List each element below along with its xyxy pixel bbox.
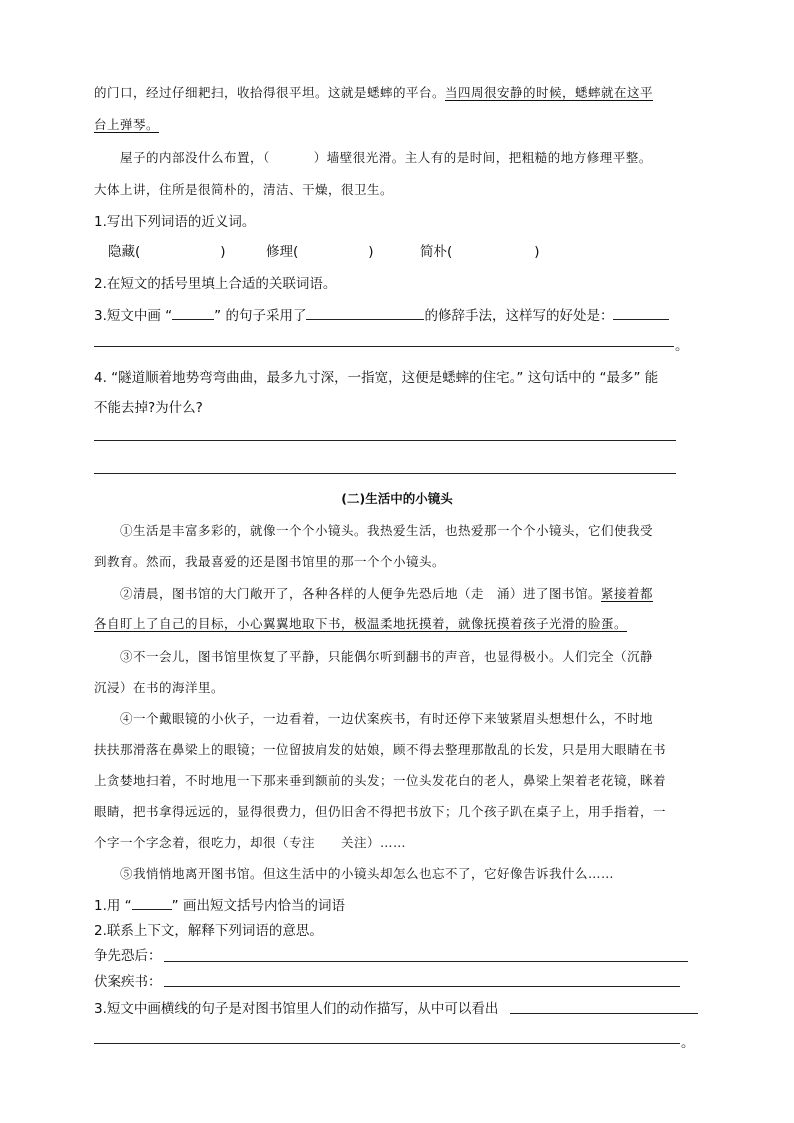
passage2-p2-line1	[120, 584, 653, 602]
passage2-p1-line1: ①生活是丰富多彩的，就像一个个小镜头。我热爱生活，也热爱那一个个小镜头，它们使我受	[120, 523, 654, 538]
passage2-underlined-sentence: 各自盯上了自己的目标，小心翼翼地取下书，极温柔地抚摸着，就像抚摸着孩子光滑的脸蛋。	[94, 616, 628, 631]
synonym-close-1: )	[220, 244, 226, 260]
passage2-p3-line1: ③不一会儿，图书馆里恢复了平静，只能偶尔听到翻书的声音，也显得极小。人们完全（沉静	[120, 649, 654, 664]
synonym-close-3: )	[534, 244, 540, 260]
answer-line-4a[interactable]	[94, 440, 676, 441]
question2-1-part2: ” 画出短文括号内恰当的词语	[171, 898, 345, 914]
rhetoric-answer-blank[interactable]	[306, 308, 424, 320]
synonym-word-3-label: 简朴(	[420, 244, 453, 260]
question-2: 2.在短文的括号里填上合适的关联词语。	[94, 276, 337, 292]
question2-3: 3.短文中画横线的句子是对图书馆里人们的动作描写，从中可以看出	[94, 1001, 499, 1017]
passage2-underlined-start: 紧接着都	[601, 586, 654, 601]
question-4-line2: 不能去掉?为什么?	[94, 400, 203, 416]
word-zhengxiankonghou: 争先恐后：	[94, 948, 162, 964]
question2-1	[94, 894, 345, 914]
question2-2: 2.联系上下文，解释下列词语的意思。	[94, 923, 323, 939]
question-3-part3: 的修辞手法，这样写的好处是：	[424, 308, 614, 324]
passage2-p4-line3: 上贪婪地扫着，不时地甩一下那来垂到额前的头发；一位头发花白的老人，鼻梁上架着老花镜，眯着	[94, 773, 667, 788]
synonym-word-1	[108, 240, 226, 260]
passage1-underlined-sentence: 当四周很安静的时候，蟋蟀就在这平	[445, 85, 654, 100]
underline-sample-2	[132, 898, 172, 910]
benefit-answer-line[interactable]	[94, 346, 674, 347]
passage1-underlined-sentence-end: 台上弹琴。	[94, 117, 160, 132]
passage2-p5: ⑤我悄悄地离开图书馆。但这生活中的小镜头却怎么也忘不了，它好像告诉我什么……	[120, 866, 615, 881]
synonym-close-2: )	[368, 244, 374, 260]
passage1-paragraph2	[120, 148, 652, 166]
answer-line-q3b[interactable]	[94, 1043, 680, 1044]
question-3-part2: ” 的句子采用了	[214, 308, 307, 324]
synonym-word-1-label: 隐藏(	[108, 244, 141, 260]
question2-3-end: 。	[681, 1035, 695, 1051]
answer-line-word1[interactable]	[164, 961, 688, 962]
passage2-p1-line2: 到教育。然而，我最喜爱的还是图书馆里的那一个个小镜头。	[94, 554, 446, 569]
passage2-title: (二)生活中的小镜头	[341, 491, 453, 506]
passage2-p4-line2: 扶扶那滑落在鼻梁上的眼镜；一位留披肩发的姑娘，顾不得去整理那散乱的长发，只是用大眼睛在书	[94, 742, 667, 757]
passage2-p4-line4: 眼睛，把书拿得远远的，显得很费力，但仍旧舍不得把书放下；几个孩子趴在桌子上，用手指着，一	[94, 804, 667, 819]
answer-line-q3a[interactable]	[510, 1013, 698, 1014]
benefit-answer-blank-1[interactable]	[613, 308, 669, 320]
passage1-p2-part1: 屋子的内部没什么布置，（	[120, 150, 270, 165]
question-4-line1: 4. “隧道顺着地势弯弯曲曲，最多九寸深，一指宽，这便是蟋蟀的住宅。” 这句话中的 “最多” 能	[94, 370, 659, 386]
question-3-part1: 3.短文中画 “	[94, 308, 173, 324]
synonym-word-2	[266, 240, 374, 260]
question-1: 1.写出下列词语的近义词。	[94, 214, 256, 230]
synonym-word-2-label: 修理(	[266, 244, 299, 260]
passage1-p2-part2: ）墙壁很光滑。主人有的是时间，把粗糙的地方修理平整。	[313, 150, 652, 165]
passage2-p3-line2: 沉浸）在书的海洋里。	[94, 680, 225, 695]
question-3-end: 。	[675, 338, 689, 354]
passage1-line2	[94, 115, 159, 133]
passage1-line1-text: 的门口，经过仔细耙扫，收拾得很平坦。这就是蟋蟀的平台。	[94, 85, 446, 100]
question-3	[94, 304, 669, 324]
passage2-p4-line1: ④一个戴眼镜的小伙子，一边看着，一边伏案疾书，有时还停下来皱紧眉头想想什么，不时地	[120, 711, 654, 726]
passage2-p2-line1-text: ②清晨，图书馆的大门敞开了，各种各样的人便争先恐后地（走 涌）进了图书馆。	[120, 586, 602, 601]
passage2-p4-line5: 个字一个字念着，很吃力，却很（专注 关注）……	[94, 835, 407, 850]
answer-line-word2[interactable]	[164, 986, 680, 987]
answer-line-4b[interactable]	[94, 473, 676, 474]
question2-1-part1: 1.用 “	[94, 898, 132, 914]
word-fuanjishu: 伏案疾书：	[94, 974, 162, 990]
underline-sample	[172, 308, 214, 320]
passage1-line1	[94, 83, 653, 101]
synonym-word-3	[420, 240, 540, 260]
passage1-paragraph3: 大体上讲，住所是很简朴的，清洁、干燥，很卫生。	[94, 182, 394, 197]
